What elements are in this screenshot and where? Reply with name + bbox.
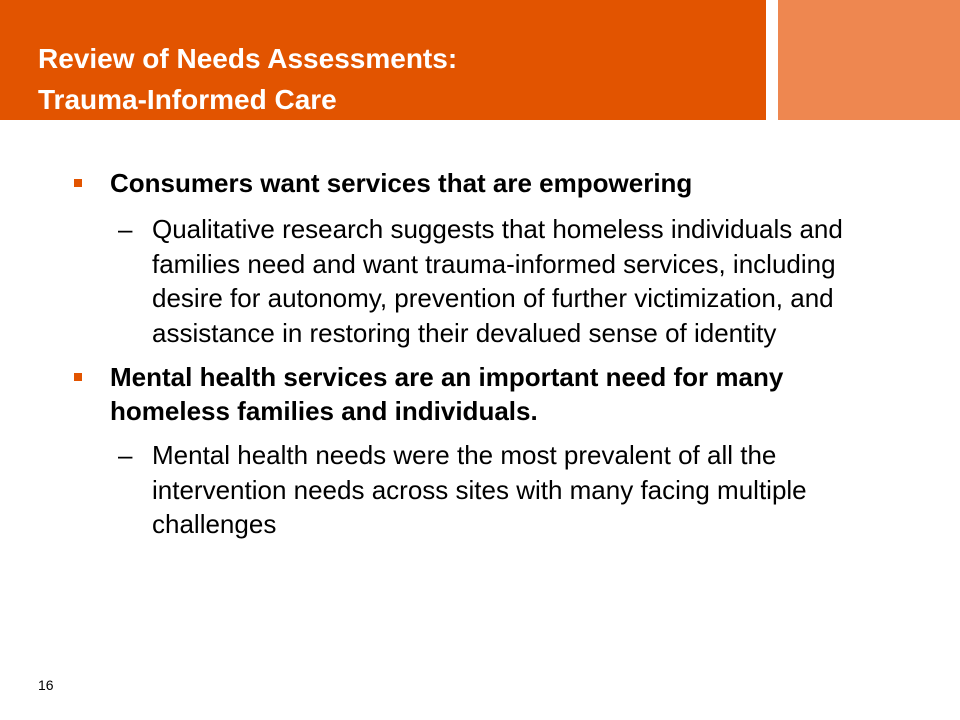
sub-bullet-text: Mental health needs were the most prevalent of all the intervention needs across sites with many facing multiple challenges <box>152 440 807 539</box>
title-line-1: Review of Needs Assessments: <box>38 43 458 74</box>
sub-bullet-item <box>0 438 904 542</box>
title-line-2: Trauma-Informed Care <box>38 84 337 115</box>
bullet-item <box>0 166 910 200</box>
sub-bullet-item <box>0 212 904 350</box>
bullet-text: Mental health services are an important need for many homeless families and individuals. <box>110 362 784 426</box>
title-accent-block <box>778 0 960 120</box>
bullet-text: Consumers want services that are empowering <box>110 168 693 198</box>
dash-marker: – <box>118 440 133 470</box>
dash-marker: – <box>118 214 133 244</box>
slide-content <box>0 166 960 542</box>
sub-bullet-text: Qualitative research suggests that homeless individuals and families need and want trauma-informed services, including desire for autonomy, prevention of further victimization, and assistance in restoring their devalued sense of identity <box>152 214 843 348</box>
title-bar <box>0 0 766 120</box>
bullet-item <box>0 360 910 428</box>
square-bullet-icon <box>74 179 82 187</box>
slide-title <box>38 38 457 120</box>
page-number: 16 <box>38 677 54 693</box>
square-bullet-icon <box>74 373 82 381</box>
